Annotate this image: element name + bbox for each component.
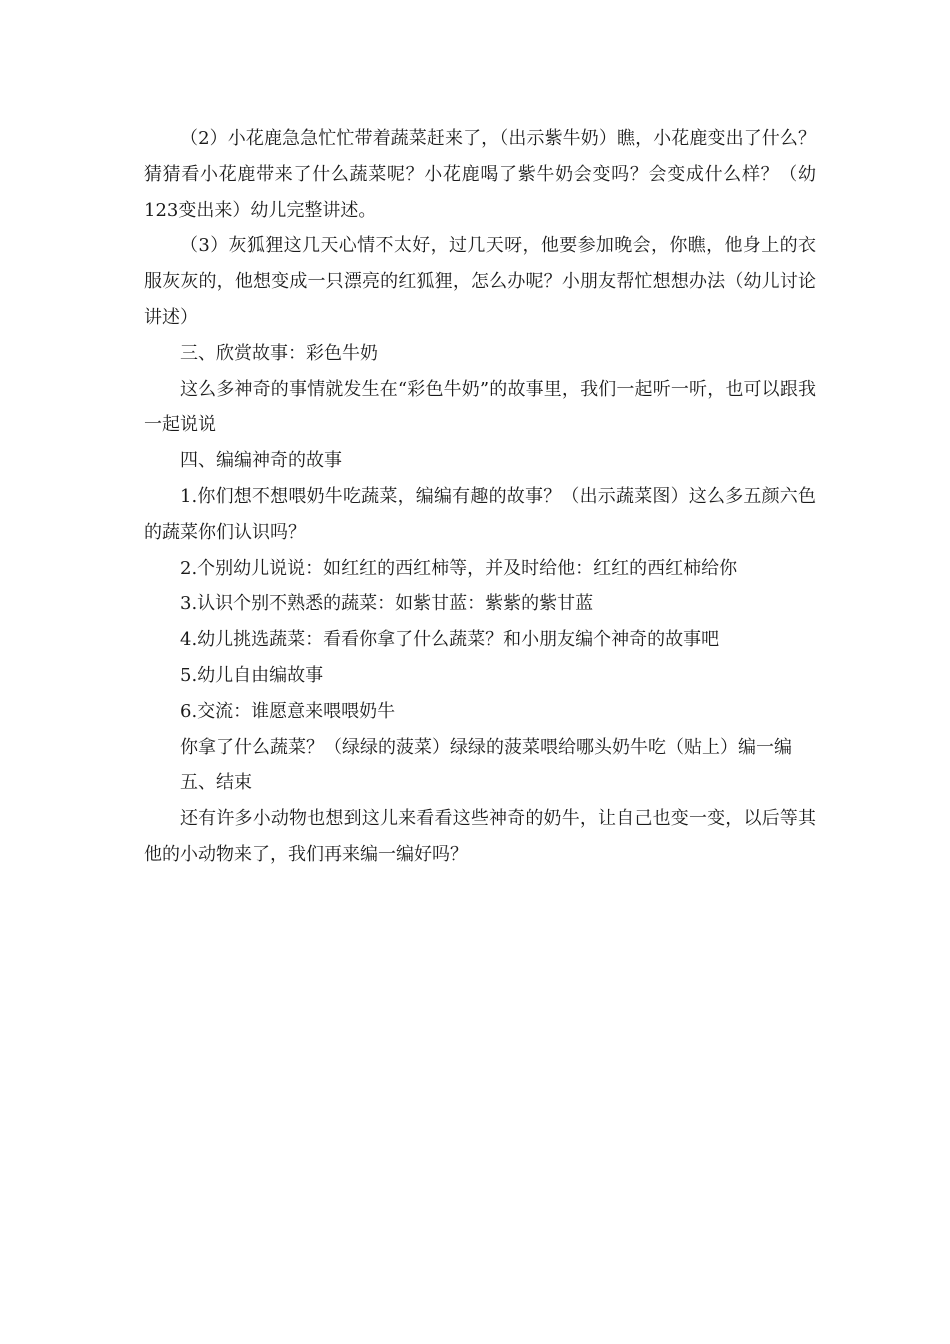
- paragraph-ending: 还有许多小动物也想到这儿来看看这些神奇的奶牛，让自己也变一变，以后等其他的小动物来了，我们再来编一编好吗？: [144, 808, 816, 865]
- paragraph-grey-fox: （3）灰狐狸这几天心情不太好，过几天呀，他要参加晚会，你瞧，他身上的衣服灰灰的，他想变成一只漂亮的红狐狸，怎么办呢？小朋友帮忙想想办法（幼儿讨论讲述）: [144, 235, 816, 328]
- list-item-3: 3.认识个别不熟悉的蔬菜：如紫甘蓝：紫紫的紫甘蓝: [180, 593, 594, 615]
- list-item-1: 1.你们想不想喂奶牛吃蔬菜，编编有趣的故事？（出示蔬菜图）这么多五颜六色的蔬菜你们认识吗？: [144, 485, 816, 543]
- heading-section-4: 四、编编神奇的故事: [180, 450, 342, 472]
- list-item-5: 5.幼儿自由编故事: [180, 664, 324, 686]
- paragraph-story-intro: 这么多神奇的事情就发生在“彩色牛奶”的故事里，我们一起听一听，也可以跟我一起说说: [144, 378, 816, 436]
- list-item-4: 4.幼儿挑选蔬菜：看看你拿了什么蔬菜？和小朋友编个神奇的故事吧: [180, 629, 720, 651]
- heading-section-3: 三、欣赏故事：彩色牛奶: [180, 342, 378, 364]
- paragraph-flower-deer: （2）小花鹿急急忙忙带着蔬菜赶来了，（出示紫牛奶）瞧，小花鹿变出了什么？猜猜看小花鹿带来了什么蔬菜呢？小花鹿喝了紫牛奶会变吗？会变成什么样？（幼123变出来）幼儿完整讲述。: [144, 128, 816, 221]
- document-body: [144, 121, 816, 873]
- paragraph-exchange: 你拿了什么蔬菜？（绿绿的菠菜）绿绿的菠菜喂给哪头奶牛吃（贴上）编一编: [180, 736, 792, 758]
- heading-section-5: 五、结束: [180, 772, 252, 794]
- list-item-6: 6.交流：谁愿意来喂喂奶牛: [180, 700, 396, 722]
- list-item-2: 2.个别幼儿说说：如红红的西红柿等，并及时给他：红红的西红柿给你: [180, 557, 738, 579]
